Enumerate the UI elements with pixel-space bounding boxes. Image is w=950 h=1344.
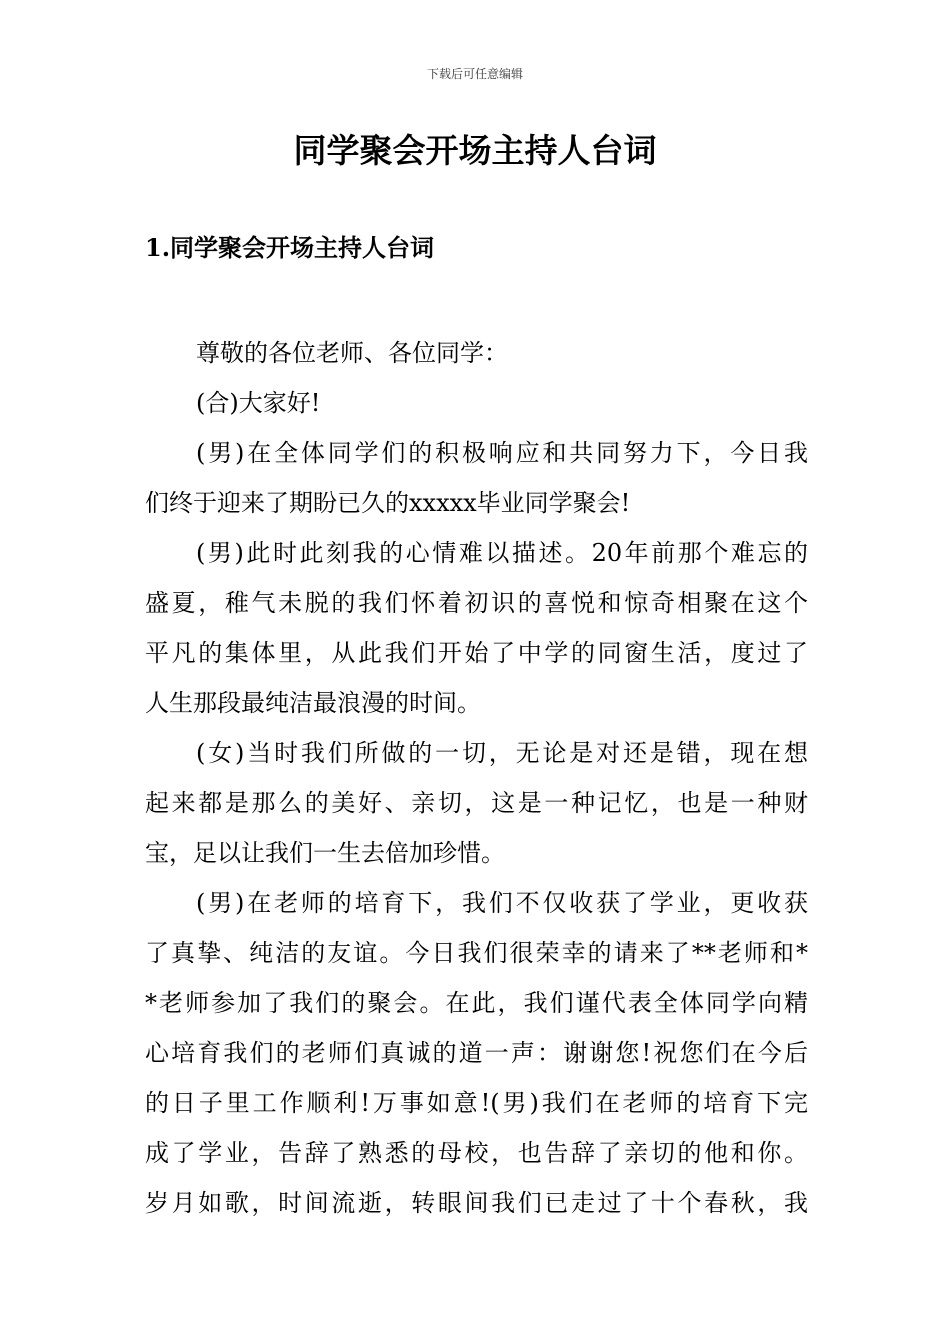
paragraph-line: 宝，足以让我们一生去倍加珍惜。: [145, 839, 505, 867]
paragraph-line: 岁月如歌，时间流逝，转眼间我们已走过了十个春秋，我: [145, 1189, 808, 1217]
paragraph-line: 平凡的集体里，从此我们开始了中学的同窗生活，度过了: [145, 639, 808, 667]
document-title: 同学聚会开场主持人台词: [293, 131, 657, 170]
greeting-line: 尊敬的各位老师、各位同学：: [196, 339, 508, 367]
paragraph-line: 盛夏，稚气未脱的我们怀着初识的喜悦和惊奇相聚在这个: [145, 589, 808, 617]
paragraph-line: *老师参加了我们的聚会。在此，我们谨代表全体同学向精: [145, 989, 808, 1017]
paragraph-line: (男)在老师的培育下，我们不仅收获了学业，更收获: [196, 889, 808, 917]
paragraph-line: 了真挚、纯洁的友谊。今日我们很荣幸的请来了**老师和*: [145, 939, 808, 967]
paragraph-line: 的日子里工作顺利!万事如意!(男)我们在老师的培育下完: [145, 1089, 808, 1117]
paragraph-line: 成了学业，告辞了熟悉的母校，也告辞了亲切的他和你。: [145, 1139, 808, 1167]
section-heading: 1.同学聚会开场主持人台词: [145, 233, 435, 262]
paragraph-line: (合)大家好!: [196, 389, 321, 417]
paragraph-line: 人生那段最纯洁最浪漫的时间。: [145, 689, 481, 717]
paragraph-line: (女)当时我们所做的一切，无论是对还是错，现在想: [196, 739, 808, 767]
paragraph-line: (男)在全体同学们的积极响应和共同努力下，今日我: [196, 439, 808, 467]
paragraph-line: 心培育我们的老师们真诚的道一声：谢谢您!祝您们在今后: [145, 1039, 808, 1067]
paragraph-line: 们终于迎来了期盼已久的xxxxx毕业同学聚会!: [145, 489, 631, 517]
paragraph-line: 起来都是那么的美好、亲切，这是一种记忆，也是一种财: [145, 789, 808, 817]
paragraph-line: (男)此时此刻我的心情难以描述。20年前那个难忘的: [196, 539, 808, 567]
page-header-note: 下载后可任意编辑: [426, 67, 523, 81]
